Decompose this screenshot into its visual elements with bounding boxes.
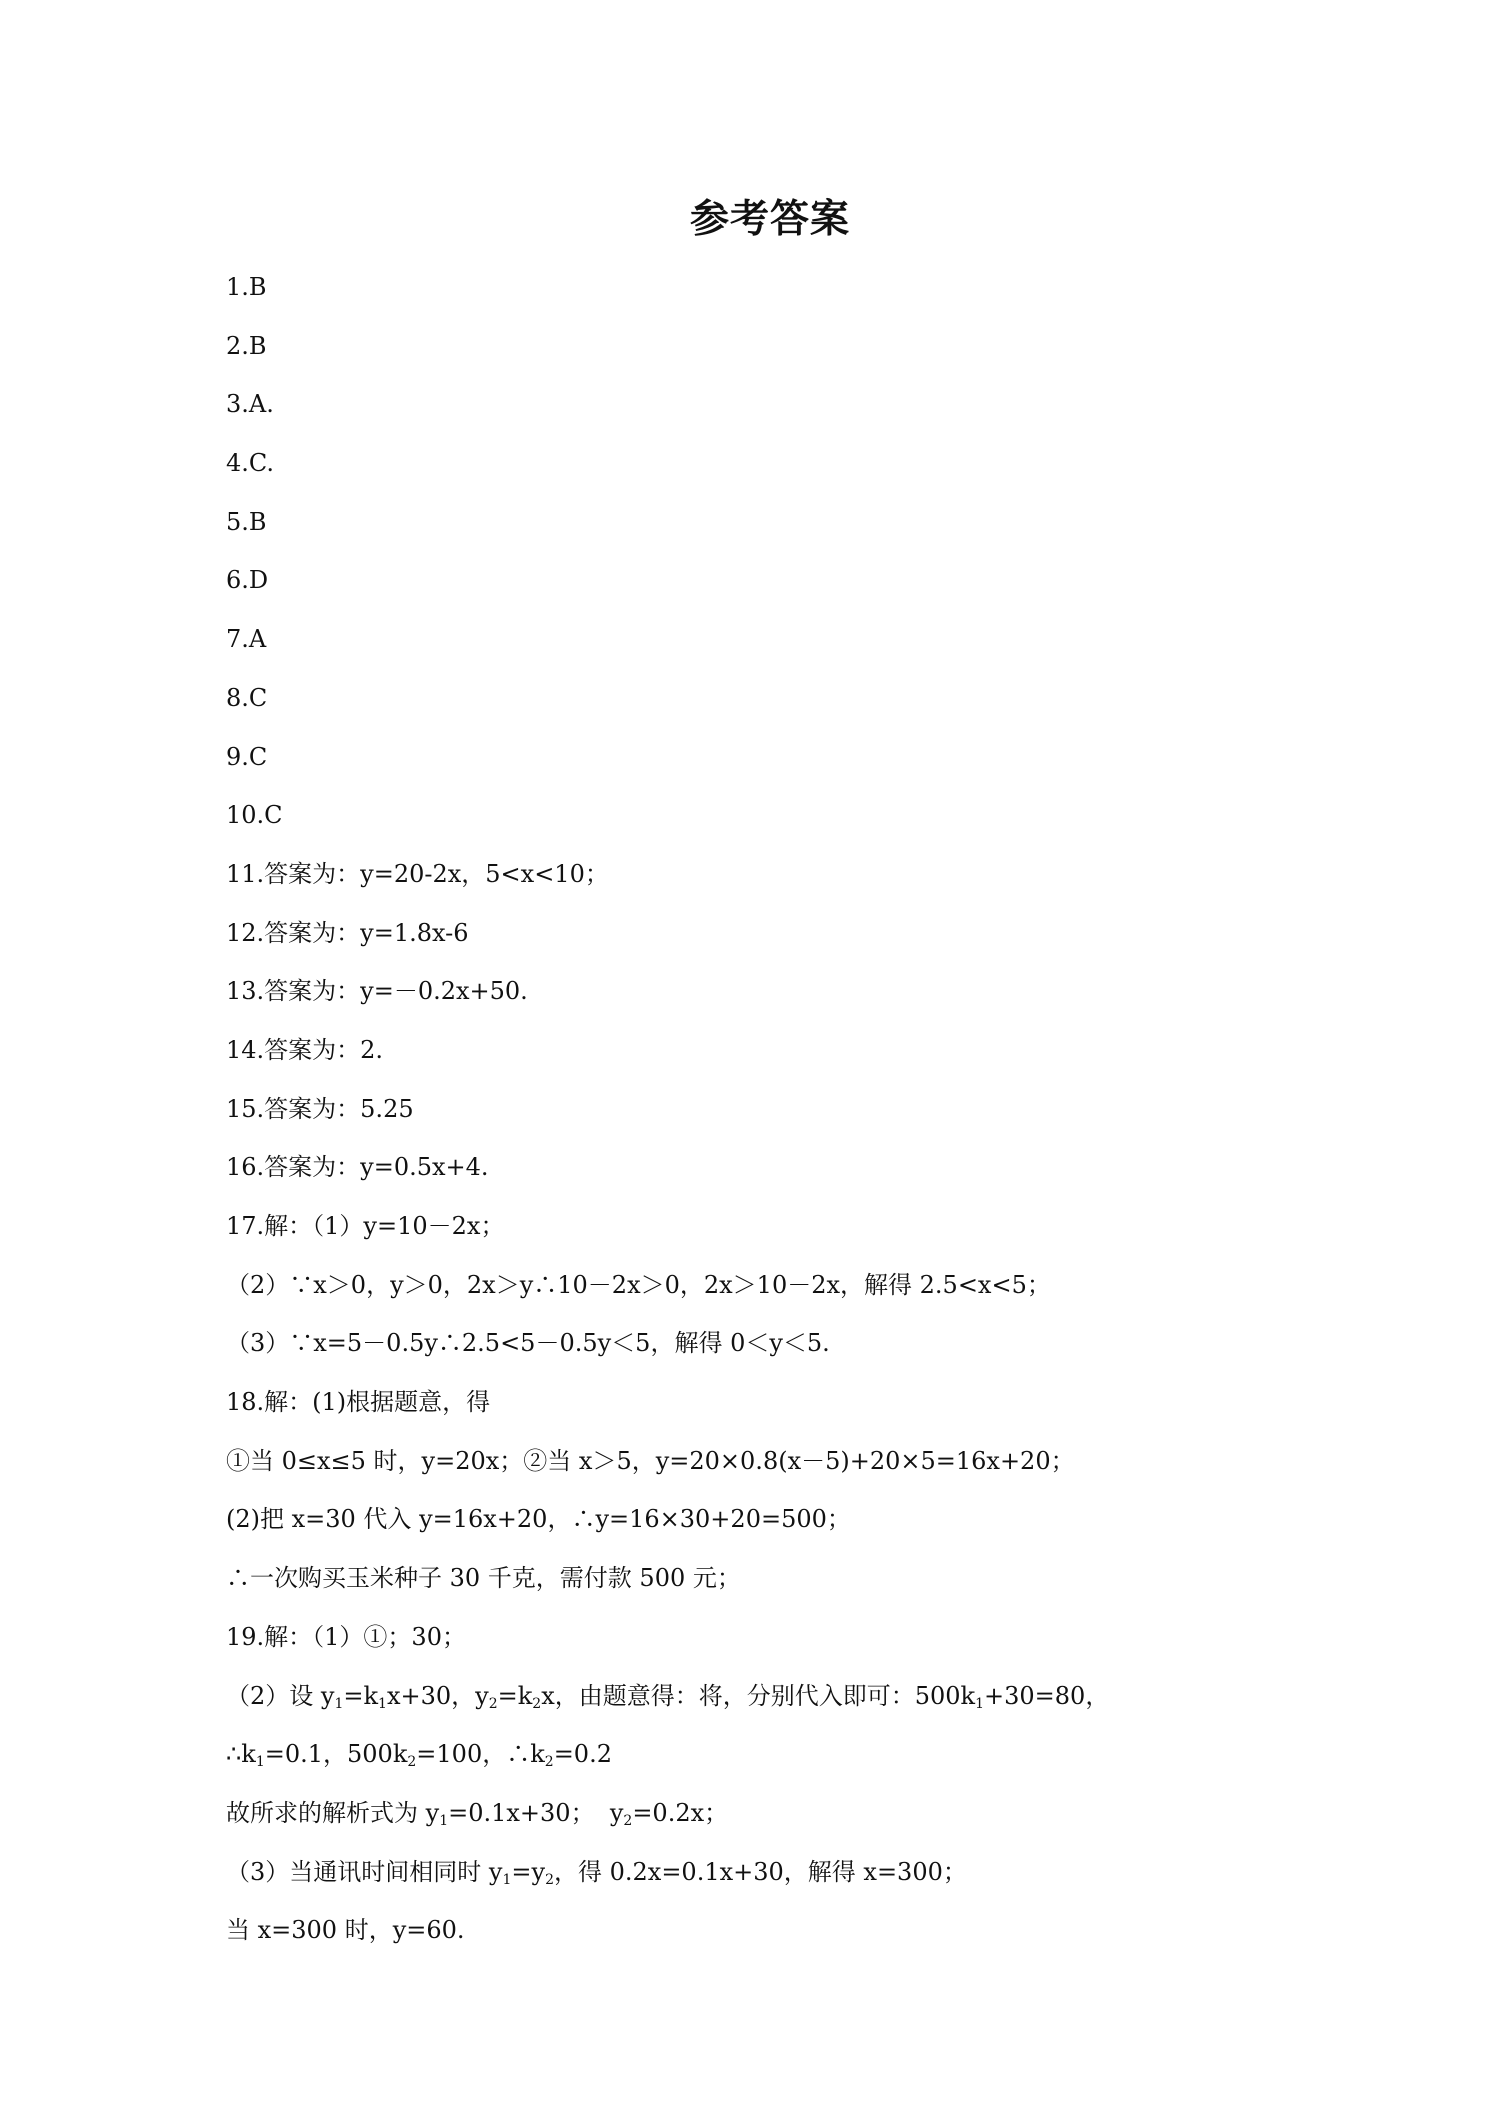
answer-line-17-part3: （3）∵x=5－0.5y∴2.5<5－0.5y＜5，解得 0＜y＜5. (226, 1329, 830, 1358)
answer-line-17: 17.解：（1）y=10－2x； (226, 1212, 505, 1240)
answer-line-18-part2: (2)把 x=30 代入 y=16x+20，∴y=16×30+20=500； (226, 1505, 851, 1534)
page-title: 参考答案 (689, 197, 850, 242)
answer-line-18-part1: ①当 0≤x≤5 时，y=20x；②当 x＞5，y=20×0.8(x－5)+20×5=16x+20； (226, 1446, 1075, 1475)
answer-line-4: 4.C. (226, 449, 275, 478)
answer-line-8: 8.C (226, 683, 268, 712)
answer-line-18: 18.解：(1)根据题意，得 (226, 1388, 491, 1417)
answer-line-19-part2b: $\therefore k_1=0.1$，$500k_2=100$，$\therefore k_2=0.2$ (226, 1740, 612, 1771)
answer-line-6: 6.D (226, 566, 269, 595)
answer-line-13: 13.答案为：y=－0.2x+50. (226, 977, 528, 1006)
answer-line-7: 7.A (226, 625, 267, 654)
answer-line-15: 15.答案为：5.25 (226, 1094, 414, 1123)
answer-line-2: 2.B (226, 331, 267, 360)
answer-line-19: 19.解：（1）①；30； (226, 1622, 466, 1651)
answer-line-10: 10.C (226, 801, 283, 830)
answer-line-18-conclusion: ∴一次购买玉米种子 30 千克，需付款 500 元； (226, 1564, 741, 1593)
answer-line-19-part2: （2）设 $y_1=k_1x+30$，$y_2=k_2x$，由题意得：将，分别代入即可：$500k_1+30=80$， (226, 1681, 1110, 1712)
answer-line-5: 5.B (226, 507, 267, 536)
answer-line-12: 12.答案为：y=1.8x-6 (226, 918, 469, 947)
answer-line-16: 16.答案为：y=0.5x+4. (226, 1153, 489, 1182)
answer-list (226, 266, 1406, 1968)
answer-line-9: 9.C (226, 742, 268, 771)
answer-line-19-result: 故所求的解析式为 $y_1=0.1x+30$； $y_2=0.2x$； (226, 1798, 729, 1829)
answer-line-14: 14.答案为：2. (226, 1035, 384, 1064)
answer-line-19-final: 当 x=300 时，y=60. (226, 1916, 465, 1945)
answer-line-11: 11.答案为：y=20-2x，5<x<10； (226, 859, 609, 888)
answer-line-3: 3.A. (226, 390, 274, 419)
answer-line-1: 1.B (226, 273, 267, 301)
answer-line-17-part2: （2）∵x＞0，y＞0，2x＞y∴10－2x＞0，2x＞10－2x，解得 2.5<x<5； (226, 1270, 1051, 1299)
answer-line-19-part3: （3）当通讯时间相同时 $y_1=y_2$，得 0.2x=0.1x+30，解得 x=300； (226, 1857, 967, 1888)
